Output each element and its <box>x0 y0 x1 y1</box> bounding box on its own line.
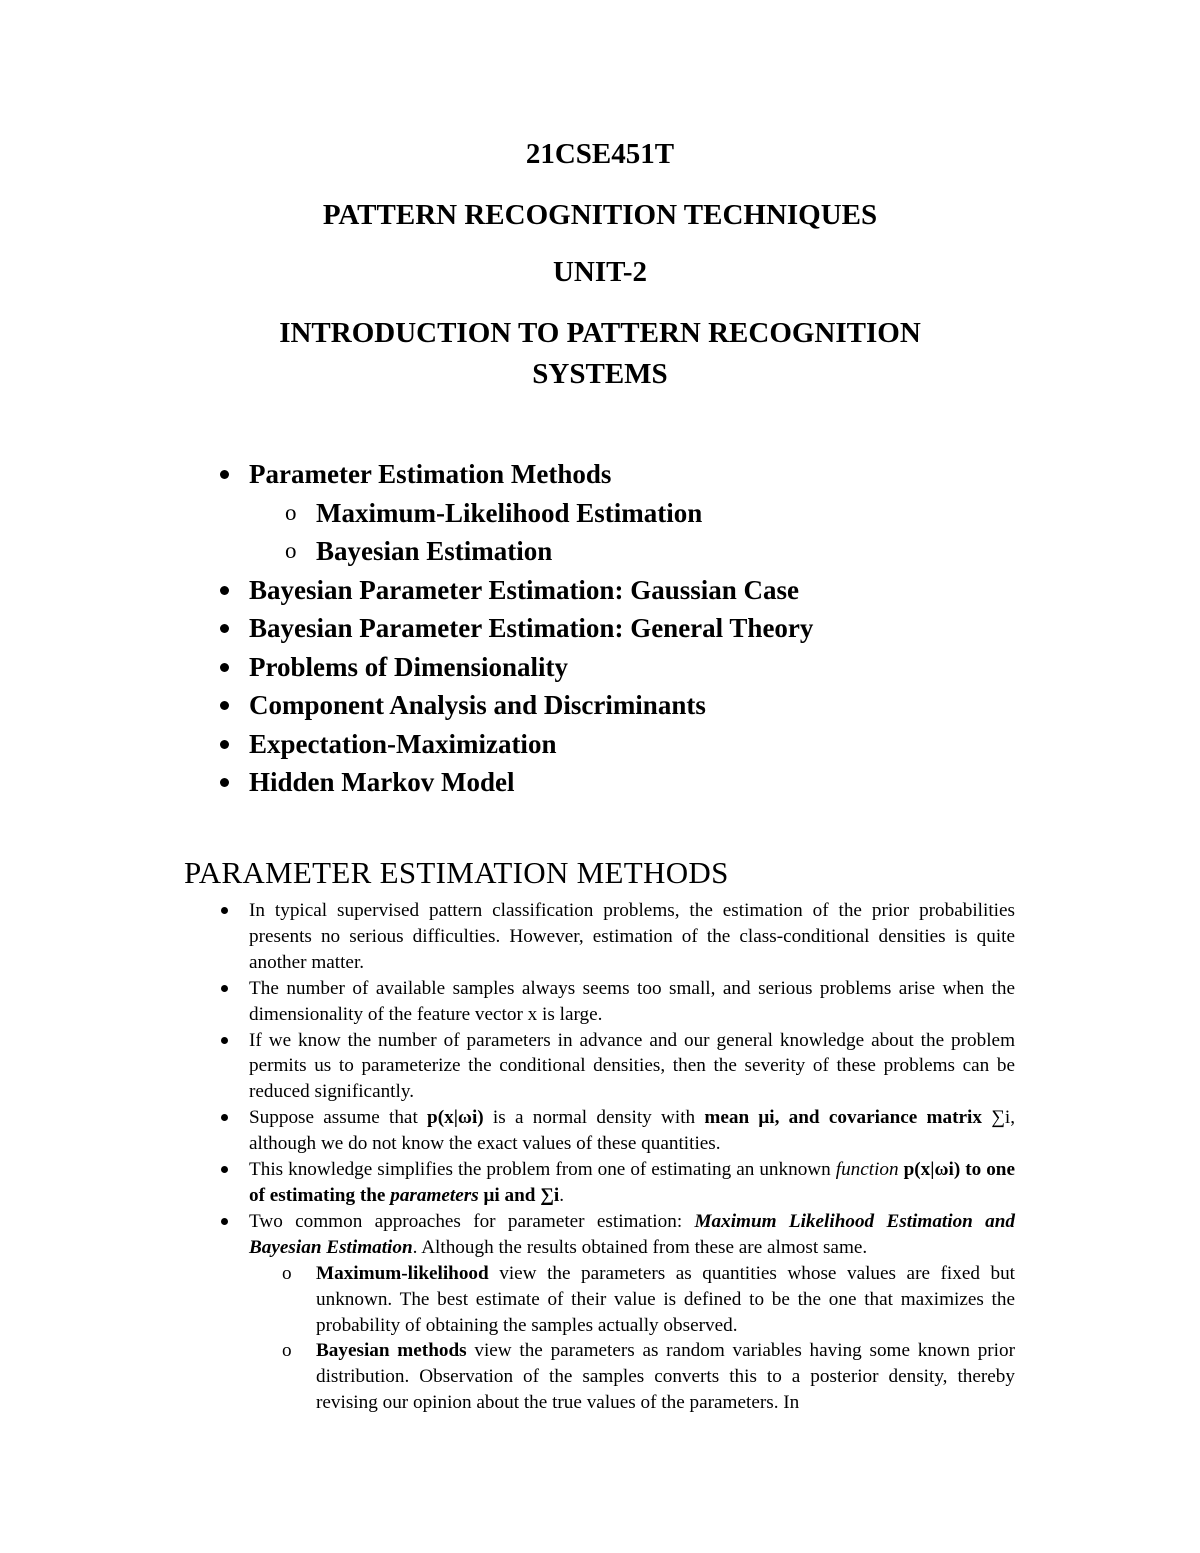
list-item <box>215 1209 1015 1416</box>
bullet-dot-icon <box>221 985 228 992</box>
paragraph-text: is a normal density with <box>483 1107 705 1129</box>
unit-title-line1: INTRODUCTION TO PATTERN RECOGNITION <box>279 317 921 349</box>
topic-item <box>215 609 1015 648</box>
paragraph-text: view the parameters as quantities whose values are fixed but unknown. The best estimate of their value is defined to be the one that maximizes the probability of obtaining the samples actually observed. <box>316 1262 1015 1336</box>
unit-title <box>0 313 1200 395</box>
emphasis-text: parameters <box>390 1184 479 1206</box>
section-body-list <box>215 898 1015 1416</box>
bullet-dot-icon <box>220 778 229 787</box>
topic-subitem <box>215 532 1015 571</box>
bullet-circle-icon: o <box>285 538 297 563</box>
sub-list-item <box>249 1261 1015 1339</box>
topic-label: Expectation-Maximization <box>249 728 557 759</box>
paragraph-text: This knowledge simplifies the problem from one of estimating an unknown <box>249 1159 836 1181</box>
topic-item <box>215 686 1015 725</box>
list-item <box>215 1105 1015 1157</box>
paragraph-text: If we know the number of parameters in advance and our general knowledge about the problem permits us to parameterize the conditional densities, then the severity of these problems can be reduced significantly. <box>249 1029 1015 1103</box>
topic-label: Bayesian Parameter Estimation: General Theory <box>249 613 814 643</box>
sub-list <box>249 1261 1015 1416</box>
paragraph-text: Suppose assume that <box>249 1107 428 1129</box>
title-block <box>0 138 1200 395</box>
bullet-circle-icon: o <box>285 499 297 525</box>
unit-title-line2: SYSTEMS <box>532 358 668 390</box>
bullet-dot-icon <box>221 1166 228 1173</box>
topic-label: Maximum-Likelihood Estimation <box>316 497 703 528</box>
topic-item <box>215 648 1015 687</box>
unit-label: UNIT-2 <box>552 256 647 288</box>
list-item <box>215 898 1015 976</box>
paragraph-text: Two common approaches for parameter estimation: <box>249 1210 695 1232</box>
emphasis-text: Maximum Likelihood Estimation and Bayesian Estimation <box>249 1210 1016 1258</box>
term-text: Maximum-likelihood <box>316 1262 489 1284</box>
section-heading: PARAMETER ESTIMATION METHODS <box>184 855 729 890</box>
formula-text: μi and ∑i <box>478 1184 560 1206</box>
topic-item <box>215 725 1015 764</box>
topic-item <box>215 571 1015 610</box>
paragraph-text: . <box>559 1184 565 1206</box>
paragraph-text: The number of available samples always seems too small, and serious problems arise when the dimensionality of the feature vector x is large. <box>249 977 1015 1025</box>
topic-subitem <box>215 494 1015 533</box>
bullet-dot-icon <box>220 624 229 633</box>
paragraph-text: . Although the results obtained from these are almost same. <box>412 1236 868 1258</box>
topic-label: Parameter Estimation Methods <box>249 459 612 489</box>
topic-label: Problems of Dimensionality <box>249 651 568 682</box>
topic-label: Hidden Markov Model <box>249 767 515 797</box>
bullet-dot-icon <box>221 1037 228 1044</box>
emphasis-text: function <box>835 1159 899 1181</box>
formula-text: p(x|ωi) <box>427 1107 484 1129</box>
sub-list-item <box>249 1338 1015 1416</box>
course-code: 21CSE451T <box>525 138 675 170</box>
bullet-dot-icon <box>220 470 229 479</box>
bullet-dot-icon <box>220 663 229 672</box>
bullet-dot-icon <box>221 1218 228 1225</box>
list-item <box>215 1157 1015 1209</box>
paragraph-text: view the parameters as random variables having some known prior distribution. Observation of the samples converts this to a posterior density, thereby revising our opinion about the true values of the parameters. In <box>316 1340 1015 1414</box>
paragraph-text: In typical supervised pattern classification problems, the estimation of the prior probabilities presents no serious difficulties. However, estimation of the class-conditional densities is quite another matter. <box>249 900 1015 973</box>
formula-text: p(x|ωi) to one of estimating the <box>249 1159 1015 1206</box>
list-item <box>215 1028 1015 1106</box>
topic-item <box>215 763 1015 802</box>
topic-label: Bayesian Estimation <box>316 536 553 566</box>
term-text: Bayesian methods <box>316 1340 467 1362</box>
bullet-dot-icon <box>220 740 229 749</box>
bullet-circle-icon: o <box>282 1340 292 1362</box>
paragraph-text: ∑i, although we do not know the exact values of these quantities. <box>249 1107 1016 1155</box>
bullet-dot-icon <box>221 1114 228 1121</box>
bullet-dot-icon <box>220 701 229 710</box>
bullet-dot-icon <box>221 907 228 914</box>
course-title: PATTERN RECOGNITION TECHNIQUES <box>322 199 878 231</box>
bullet-circle-icon: o <box>282 1262 292 1284</box>
topic-item <box>215 455 1015 494</box>
list-item <box>215 976 1015 1028</box>
bullet-dot-icon <box>220 586 229 595</box>
topic-label: Component Analysis and Discriminants <box>249 690 706 720</box>
topic-label: Bayesian Parameter Estimation: Gaussian Case <box>249 574 799 605</box>
topic-list <box>215 455 1015 802</box>
emphasis-text: mean μi, and covariance matrix <box>704 1107 982 1129</box>
